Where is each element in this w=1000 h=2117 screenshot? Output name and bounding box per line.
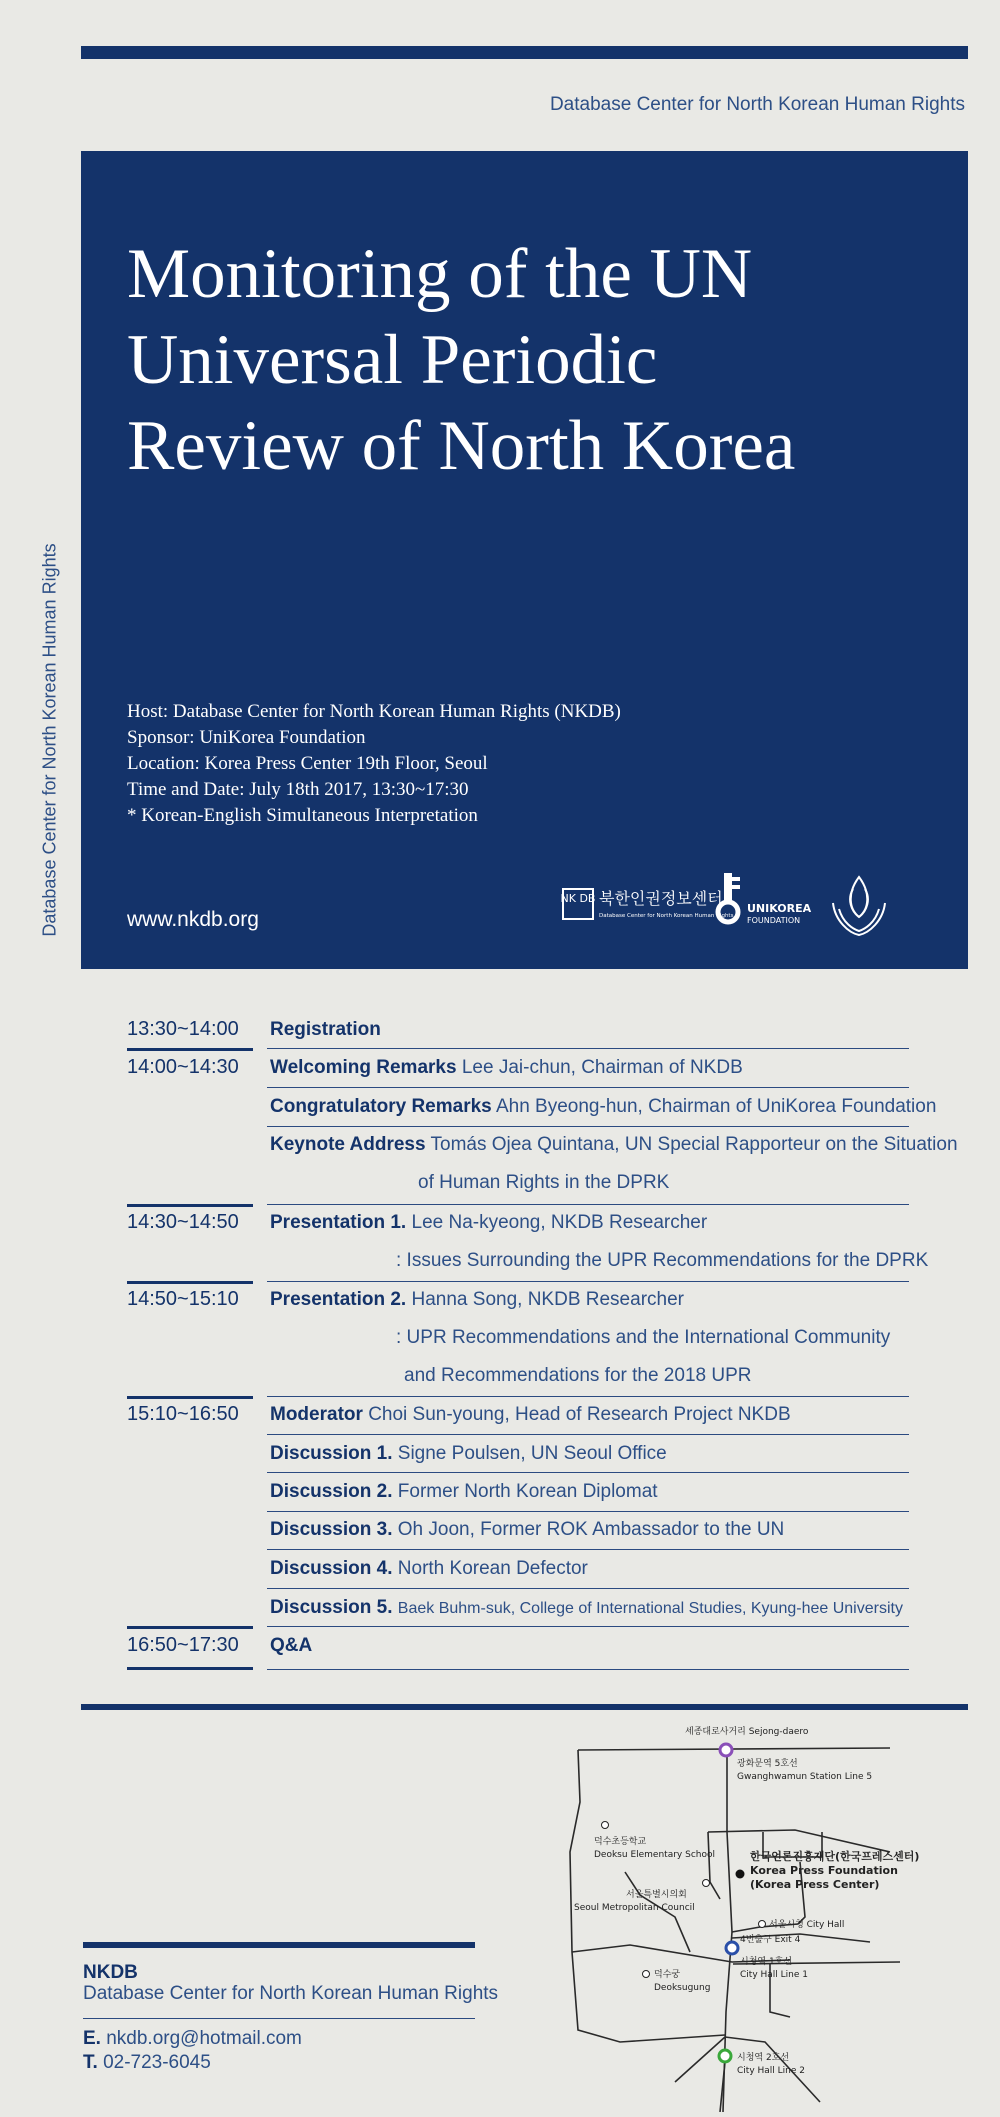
- venue-label: (Korea Press Center): [750, 1878, 880, 1891]
- map-label: City Hall Line 2: [737, 2066, 805, 2076]
- item-detail: Hanna Song, NKDB Researcher: [411, 1289, 684, 1310]
- map-label: City Hall Line 1: [740, 1970, 808, 1980]
- map-label: Deoksu Elementary School: [594, 1850, 715, 1860]
- program-item: [270, 1057, 743, 1079]
- location-map: [560, 1712, 960, 2112]
- vertical-org-name: Database Center for North Korean Human Rights: [39, 543, 60, 937]
- nkdb-logo: [561, 889, 734, 919]
- venue-label: 한국언론진흥재단(한국프레스센터): [750, 1850, 920, 1863]
- program-item: [270, 1481, 658, 1503]
- map-label: 4번출구 Exit 4: [740, 1935, 801, 1945]
- nkdb-logo-english: Database Center for North Korean Human Rights: [599, 913, 734, 919]
- item-rule: [267, 1626, 909, 1627]
- item-label: Congratulatory Remarks: [270, 1096, 492, 1117]
- item-detail-continued: : UPR Recommendations and the International Community: [396, 1327, 891, 1348]
- phone-number: 02-723-6045: [103, 2052, 211, 2073]
- website-link[interactable]: www.nkdb.org: [127, 908, 259, 931]
- item-rule: [267, 1511, 909, 1512]
- item-detail: Lee Na-kyeong, NKDB Researcher: [411, 1212, 708, 1233]
- item-rule: [267, 1588, 909, 1589]
- item-rule: [267, 1204, 909, 1205]
- sponsor-logos: [561, 869, 921, 949]
- program-item: [270, 1212, 707, 1234]
- item-label: Presentation 1.: [270, 1212, 407, 1233]
- item-label: Keynote Address: [270, 1134, 426, 1155]
- map-label: 시청역 1호선: [740, 1957, 793, 1967]
- item-label: Discussion 4.: [270, 1558, 393, 1579]
- item-rule: [267, 1126, 909, 1127]
- program-item: [270, 1096, 936, 1118]
- item-label: Q&A: [270, 1635, 313, 1656]
- deoksugung-marker-icon: [643, 1971, 650, 1978]
- header-org-name: Database Center for North Korean Human Rights: [549, 94, 965, 115]
- item-detail: Oh Joon, Former ROK Ambassador to the UN: [397, 1519, 785, 1540]
- item-rule: [267, 1048, 909, 1049]
- line5-station-icon: [720, 1744, 732, 1756]
- map-label: Gwanghwamun Station Line 5: [737, 1772, 873, 1782]
- item-detail-continued: of Human Rights in the DPRK: [418, 1172, 670, 1193]
- time-rule: [127, 1204, 253, 1207]
- council-marker-icon: [703, 1880, 710, 1887]
- svg-text:FOUNDATION: FOUNDATION: [747, 916, 801, 925]
- footer-phone: T. 02-723-6045: [83, 2052, 211, 2073]
- item-detail-continued: and Recommendations for the 2018 UPR: [404, 1365, 752, 1386]
- un-emblem-icon: [833, 877, 885, 935]
- svg-text:UNIKOREA: UNIKOREA: [747, 902, 812, 915]
- footer-email: E. nkdb.org@hotmail.com: [83, 2028, 302, 2049]
- item-label: Discussion 2.: [270, 1481, 393, 1502]
- map-label: 시청역 2호선: [737, 2053, 790, 2063]
- time-slot: 16:50~17:30: [127, 1634, 239, 1656]
- time-rule: [127, 1667, 253, 1670]
- venue-marker-icon: [736, 1870, 745, 1879]
- item-detail: Choi Sun-young, Head of Research Project NKDB: [368, 1404, 791, 1425]
- item-rule: [267, 1087, 909, 1088]
- nkdb-logo-korean: 북한인권정보센터: [599, 889, 723, 908]
- program-item: [270, 1558, 588, 1580]
- location-line: Location: Korea Press Center 19th Floor, Seoul: [127, 753, 488, 774]
- item-label: Discussion 5.: [270, 1597, 393, 1618]
- time-line: Time and Date: July 18th 2017, 13:30~17:30: [127, 779, 469, 800]
- svg-text:NK DB: NK DB: [561, 892, 596, 905]
- time-slot: 14:30~14:50: [127, 1211, 239, 1233]
- item-rule: [267, 1396, 909, 1397]
- item-label: Moderator: [270, 1404, 363, 1425]
- line2-station-icon: [719, 2050, 731, 2062]
- item-detail: Baek Buhm-suk, College of International Studies, Kyung-hee University: [397, 1600, 903, 1617]
- section-separator: [81, 1704, 968, 1710]
- map-label: Deoksugung: [654, 1983, 711, 1993]
- item-detail: Signe Poulsen, UN Seoul Office: [397, 1443, 667, 1464]
- footer-divider: [83, 2018, 475, 2019]
- top-rule: [81, 46, 968, 59]
- footer-name: NKDB: [83, 1962, 138, 1983]
- item-rule: [267, 1281, 909, 1282]
- program-item: [270, 1635, 312, 1657]
- time-rule: [127, 1048, 253, 1051]
- item-label: Presentation 2.: [270, 1289, 407, 1310]
- item-detail: Ahn Byeong-hun, Chairman of UniKorea Foundation: [495, 1096, 937, 1117]
- event-info: [127, 699, 621, 829]
- program-item: [270, 1289, 684, 1311]
- item-detail: Lee Jai-chun, Chairman of NKDB: [461, 1057, 743, 1078]
- hero-panel: [81, 151, 968, 969]
- sponsor-line: Sponsor: UniKorea Foundation: [127, 727, 366, 748]
- school-marker-icon: [602, 1822, 609, 1829]
- time-slot: 14:00~14:30: [127, 1056, 239, 1078]
- host-line: Host: Database Center for North Korean Human Rights (NKDB): [127, 701, 621, 722]
- venue-label: Korea Press Foundation: [750, 1864, 898, 1877]
- item-detail-continued: : Issues Surrounding the UPR Recommendations for the DPRK: [396, 1250, 929, 1271]
- item-detail: Former North Korean Diplomat: [397, 1481, 658, 1502]
- map-label: 광화문역 5호선: [737, 1759, 798, 1769]
- map-label: 덕수궁: [654, 1970, 681, 1980]
- program-item: [270, 1519, 784, 1541]
- program-item: [270, 1597, 903, 1619]
- item-rule: [267, 1669, 909, 1670]
- item-detail: Tomás Ojea Quintana, UN Special Rapporteur on the Situation: [430, 1134, 958, 1155]
- item-rule: [267, 1434, 909, 1435]
- footer-rule: [83, 1942, 475, 1948]
- item-rule: [267, 1472, 909, 1473]
- footer-org: Database Center for North Korean Human Rights: [83, 1983, 499, 2004]
- line1-station-icon: [726, 1942, 738, 1954]
- time-rule: [127, 1626, 253, 1629]
- item-label: Discussion 1.: [270, 1443, 393, 1464]
- email-link[interactable]: nkdb.org@hotmail.com: [106, 2028, 302, 2049]
- program-item: [270, 1019, 381, 1041]
- map-label: 서울시청 City Hall: [769, 1920, 845, 1930]
- program-item: [270, 1443, 667, 1465]
- map-label: 서울특별시의회: [626, 1890, 687, 1900]
- program-item: [270, 1404, 791, 1426]
- time-slot: 15:10~16:50: [127, 1403, 239, 1425]
- item-label: Discussion 3.: [270, 1519, 393, 1540]
- time-slot: 13:30~14:00: [127, 1018, 239, 1040]
- item-label: Welcoming Remarks: [270, 1057, 457, 1078]
- item-detail: North Korean Defector: [397, 1558, 588, 1579]
- cityhall-marker-icon: [759, 1921, 766, 1928]
- program-item: [270, 1134, 958, 1156]
- time-slot: 14:50~15:10: [127, 1288, 239, 1310]
- item-label: Registration: [270, 1019, 381, 1040]
- map-label: 세종대로사거리 Sejong-daero: [685, 1727, 809, 1737]
- map-label: 덕수초등학교: [594, 1837, 647, 1847]
- time-rule: [127, 1396, 253, 1399]
- map-roads: [570, 1748, 900, 2112]
- event-title: Monitoring of the UN Universal Periodic Review of North Korea: [127, 235, 796, 485]
- time-rule: [127, 1281, 253, 1284]
- interpretation-note: * Korean-English Simultaneous Interpretation: [127, 805, 478, 826]
- item-rule: [267, 1549, 909, 1550]
- map-label: Seoul Metropolitan Council: [574, 1903, 695, 1913]
